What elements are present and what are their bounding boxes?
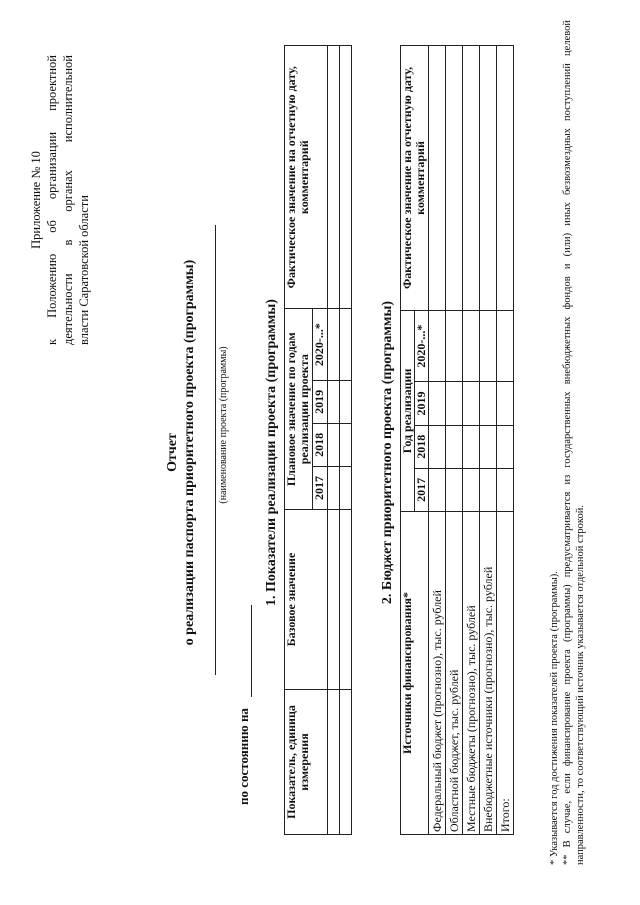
report-title: Отчет: [165, 433, 180, 472]
budget-source: Местные бюджеты (прогнозно), тыс. рублей: [463, 512, 480, 835]
col-indicator: Показатель, единица измерения: [285, 690, 328, 835]
footnotes: [548, 20, 587, 865]
footnote: * Указывается год достижения показателей проекта (программы).: [549, 571, 560, 865]
appendix-number: Приложение № 10: [29, 151, 43, 249]
table-row: [497, 46, 514, 835]
year-header: 2020-...*: [313, 309, 328, 380]
col-actual: Фактическое значение на отчетную дату, комментарий: [285, 46, 328, 309]
year-header: 2019: [415, 382, 429, 425]
col-sources: Источники финансирования*: [401, 512, 429, 835]
project-name-caption: (наименование проекта (программы): [218, 346, 229, 504]
table-row: [463, 46, 480, 835]
report-subtitle: о реализации паспорта приоритетного проекта (программы): [182, 259, 197, 646]
col-year: Год реализации: [401, 310, 415, 511]
table-row: [340, 46, 352, 835]
appendix-line: власти Саратовской области: [77, 195, 91, 345]
table-row: [429, 46, 446, 835]
footnote: ** В случае, если финансирование проекта (программы) предусматривается из государственных внебюджетных фондов и (или) иных безвозмездных поступлений целевой направленности, то соответствующий источник указывается отдельной строкой.: [562, 20, 586, 865]
budget-table: [400, 45, 514, 835]
year-header: 2019: [313, 380, 328, 423]
appendix-line: деятельности в органах исполнительной: [61, 55, 75, 345]
appendix-header: [28, 55, 92, 345]
col-planned: Плановое значение по годам реализации проекта: [285, 309, 313, 510]
budget-source: Областной бюджет, тыс. рублей: [446, 512, 463, 835]
project-name-line: [214, 225, 216, 675]
year-header: 2020-...*: [415, 310, 429, 382]
table-row: [446, 46, 463, 835]
section2-title: 2. Бюджет приоритетного проекта (программы): [380, 300, 395, 605]
year-header: 2017: [415, 468, 429, 511]
col-actual: Фактическое значение на отчетную дату, комментарий: [401, 46, 429, 311]
budget-source: Итого:: [497, 512, 514, 835]
year-header: 2017: [313, 466, 328, 509]
col-base: Базовое значение: [285, 510, 328, 690]
table-row: [480, 46, 497, 835]
as-of-date-line: [250, 605, 252, 697]
budget-source: Федеральный бюджет (прогнозно), тыс. рублей: [429, 512, 446, 835]
budget-source: Внебюджетные источники (прогнозно), тыс. рублей: [480, 512, 497, 835]
table-row: [328, 46, 340, 835]
appendix-line: к Положению об организации проектной: [45, 55, 59, 345]
as-of-label: по состоянию на: [236, 708, 251, 805]
indicators-table: [284, 45, 352, 835]
year-header: 2018: [313, 423, 328, 466]
section1-title: 1. Показатели реализации проекта (программы): [264, 299, 279, 606]
year-header: 2018: [415, 425, 429, 468]
